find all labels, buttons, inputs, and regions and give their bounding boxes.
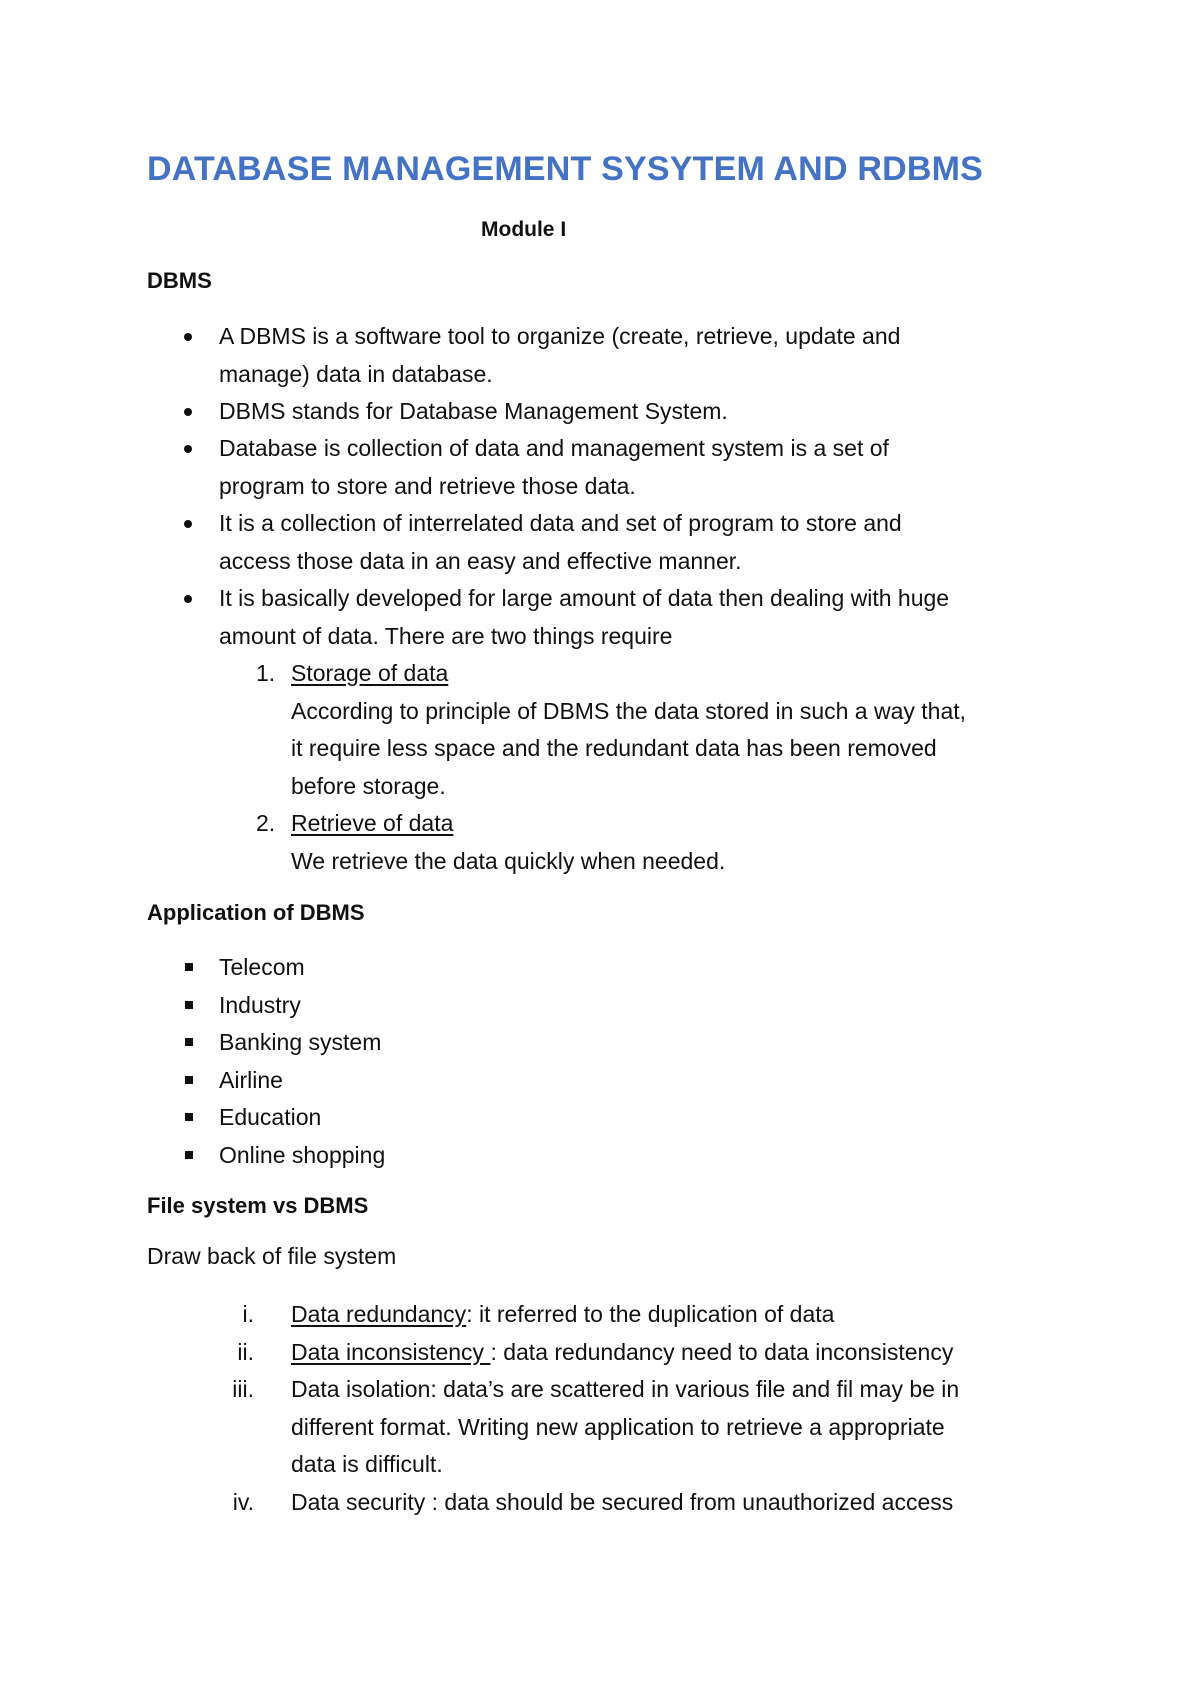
list-item-text: data is difficult. [291,1451,443,1477]
list-item-text [291,1334,953,1372]
list-item-text: DBMS stands for Database Management System. [219,398,728,424]
list-item-text [291,1296,834,1334]
list-marker: iv. [232,1488,254,1515]
list-item-text: Database is collection of data and management system is a set of [219,435,889,461]
term: Data redundancy [291,1301,467,1327]
numbered-item-text: We retrieve the data quickly when needed. [291,847,726,874]
list-marker: iii. [232,1376,254,1402]
bullet-square-icon [185,1076,193,1084]
numbered-item-text: before storage. [291,772,446,799]
section-heading-applications: Application of DBMS [147,900,365,925]
bullet-square-icon [185,1151,193,1159]
numbered-item-title: Retrieve of data [291,810,454,836]
list-item-text: Banking system [219,1029,382,1055]
list-item-text: Data security : data should be secured from unauthorized access [291,1488,954,1515]
numbered-item-text: According to principle of DBMS the data stored in such a way that, [291,697,967,724]
list-item-text: access those data in an easy and effective manner. [219,547,742,574]
bullet-dot-icon [184,520,192,528]
subheading-drawbacks: Draw back of file system [147,1243,397,1269]
list-item-text: Education [219,1104,322,1130]
list-item-text: program to store and retrieve those data. [219,472,636,499]
section-heading-dbms: DBMS [147,268,212,293]
bullet-dot-icon [184,408,192,416]
list-item-text: A DBMS is a software tool to organize (create, retrieve, update and [219,323,901,349]
term: Data inconsistency [291,1338,491,1365]
list-item-text: It is basically developed for large amount of data then dealing with huge [219,585,950,611]
bullet-dot-icon [184,445,192,453]
numbered-item-title: Storage of data [291,660,449,686]
term-description: : it referred to the duplication of data [466,1301,835,1327]
list-item-text: Online shopping [219,1141,386,1168]
bullet-dot-icon [184,595,192,603]
document-title: DATABASE MANAGEMENT SYSYTEM AND RDBMS [147,150,984,188]
list-marker: i. [242,1301,254,1327]
list-item-text: Telecom [219,954,305,980]
list-item-text: amount of data. There are two things require [219,622,673,649]
term-description: : data redundancy need to data inconsistency [490,1338,954,1365]
list-marker: 1. [256,660,276,686]
bullet-square-icon [185,1038,193,1046]
numbered-item-text: it require less space and the redundant data has been removed [291,735,937,761]
section-heading-file-system: File system vs DBMS [147,1193,369,1218]
bullet-dot-icon [184,333,192,341]
module-label: Module I [481,218,567,241]
list-item-text: Data isolation: data’s are scattered in various file and fil may be in [291,1376,960,1402]
list-item-text: manage) data in database. [219,360,493,387]
list-marker: ii. [237,1338,254,1365]
bullet-square-icon [185,963,193,971]
list-item-text: Industry [219,991,301,1018]
list-item-text: different format. Writing new application to retrieve a appropriate [291,1413,945,1440]
list-item-text: It is a collection of interrelated data and set of program to store and [219,510,902,536]
bullet-square-icon [185,1113,193,1121]
list-item-text: Airline [219,1066,283,1093]
bullet-square-icon [185,1001,193,1009]
list-marker: 2. [256,810,276,836]
